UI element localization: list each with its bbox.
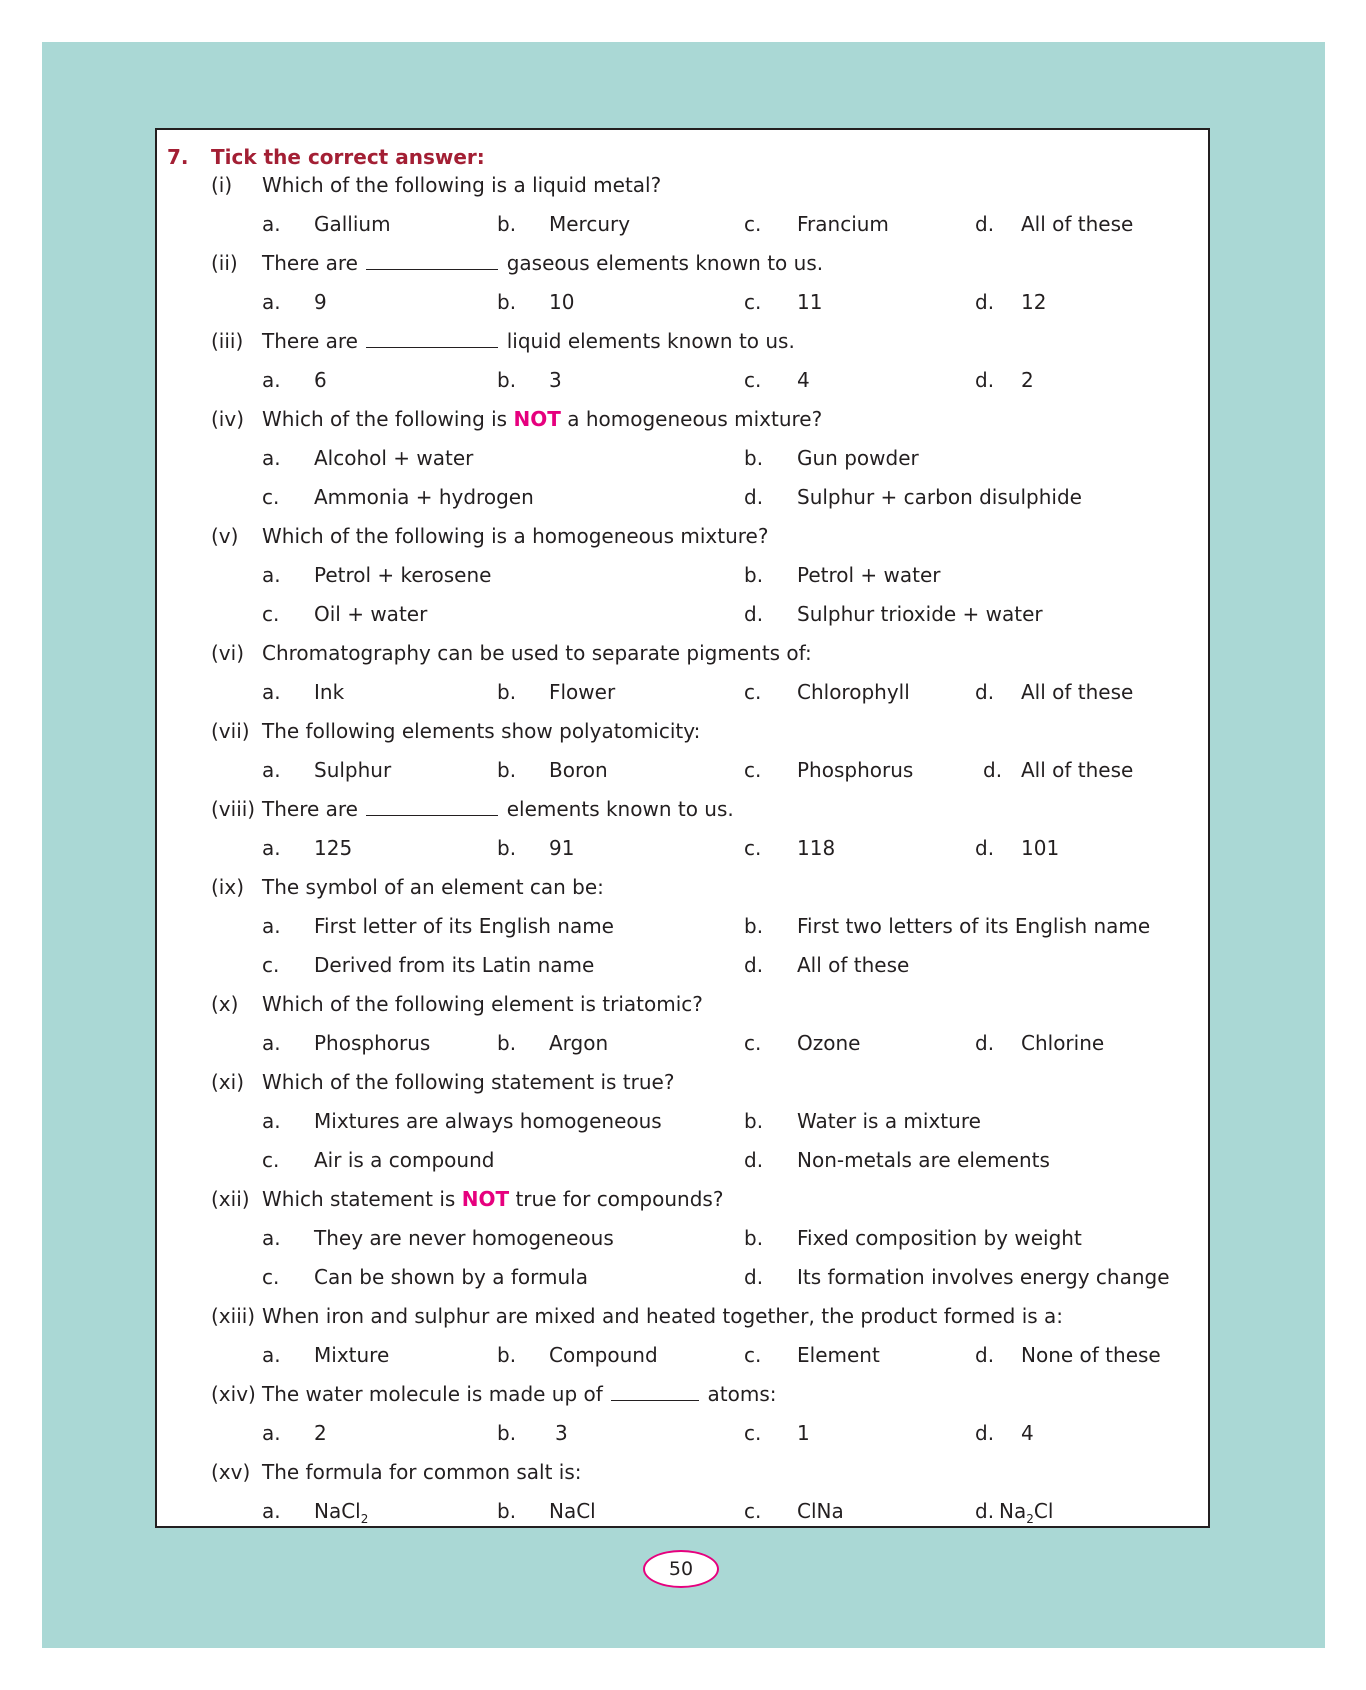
option-a[interactable]: 6 [314, 368, 327, 392]
option-c-letter: c. [744, 1343, 762, 1367]
answer-blank [366, 251, 498, 270]
item-text-pre: There are [262, 251, 358, 275]
answer-blank [366, 797, 498, 816]
option-c-letter: c. [744, 836, 762, 860]
item-text-pre: There are [262, 797, 358, 821]
item-text [262, 324, 795, 358]
option-d-letter: d. [744, 953, 764, 977]
item-number: (xiv) [211, 1382, 256, 1406]
option-b[interactable]: Fixed composition by weight [797, 1226, 1082, 1250]
item-number: (xv) [211, 1460, 251, 1484]
option-c[interactable]: Element [797, 1343, 880, 1367]
option-b-letter: b. [497, 1421, 517, 1445]
item-text [262, 1182, 723, 1216]
item-text-pre: Which statement is [262, 1187, 456, 1211]
option-b-letter: b. [744, 446, 764, 470]
option-d[interactable]: 2 [1021, 368, 1034, 392]
item-text: When iron and sulphur are mixed and heated together, the product formed is a: [262, 1304, 1064, 1328]
option-b-letter: b. [744, 1226, 764, 1250]
option-d-letter: d. [975, 212, 995, 236]
option-c-letter: c. [744, 680, 762, 704]
option-a[interactable]: Sulphur [314, 758, 392, 782]
highlight-not: NOT [461, 1187, 510, 1211]
option-a[interactable]: 2 [314, 1421, 327, 1445]
option-c-letter: c. [744, 212, 762, 236]
option-b-letter: b. [497, 1031, 517, 1055]
option-c[interactable]: Francium [797, 212, 889, 236]
option-c-letter: c. [262, 485, 280, 509]
item-text: Which of the following is a liquid metal? [262, 173, 662, 197]
option-a-letter: a. [262, 212, 281, 236]
option-a-letter: a. [262, 680, 281, 704]
option-b[interactable]: 3 [555, 1421, 568, 1445]
option-d-letter: d. [983, 758, 1003, 782]
option-a[interactable]: Mixture [314, 1343, 390, 1367]
option-b[interactable]: Mercury [549, 212, 631, 236]
item-text: Which of the following statement is true? [262, 1070, 675, 1094]
option-d-letter: d. [975, 1499, 995, 1523]
option-a[interactable]: Gallium [314, 212, 391, 236]
item-text-post: atoms: [707, 1382, 777, 1406]
option-a[interactable] [314, 1494, 368, 1528]
option-d-letter: d. [975, 1031, 995, 1055]
item-text [262, 402, 822, 436]
item-text: Which of the following element is triatomic? [262, 992, 703, 1016]
item-text: The formula for common salt is: [262, 1460, 582, 1484]
option-a[interactable]: Mixtures are always homogeneous [314, 1109, 662, 1133]
item-text: The following elements show polyatomicity: [262, 719, 701, 743]
option-d[interactable]: Chlorine [1021, 1031, 1105, 1055]
option-a-letter: a. [262, 563, 281, 587]
option-b-letter: b. [497, 1499, 517, 1523]
option-a-letter: a. [262, 1343, 281, 1367]
item-number: (v) [211, 524, 239, 548]
item-text-pre: There are [262, 329, 358, 353]
option-c-letter: c. [744, 1499, 762, 1523]
item-number: (x) [211, 992, 239, 1016]
item-text-post: true for compounds? [515, 1187, 724, 1211]
highlight-not: NOT [513, 407, 561, 431]
option-d-letter: d. [744, 1148, 764, 1172]
option-d-letter: d. [975, 1421, 995, 1445]
item-text-post: elements known to us. [506, 797, 734, 821]
option-c-letter: c. [744, 1031, 762, 1055]
question-box [155, 128, 1210, 1528]
option-b-letter: b. [497, 368, 517, 392]
option-b-letter: b. [497, 836, 517, 860]
option-a[interactable]: 9 [314, 290, 327, 314]
option-b-letter: b. [497, 212, 517, 236]
option-b[interactable]: Boron [549, 758, 608, 782]
option-a-letter: a. [262, 836, 281, 860]
page-number: 50 [643, 1550, 719, 1588]
formula-tail: Cl [1033, 1499, 1054, 1523]
question-number: 7. [167, 145, 189, 169]
option-d[interactable]: Its formation involves energy change [797, 1265, 1170, 1289]
option-a[interactable]: Phosphorus [314, 1031, 431, 1055]
formula-subscript: 2 [360, 1512, 369, 1526]
option-d[interactable]: Non-metals are elements [797, 1148, 1050, 1172]
option-a-letter: a. [262, 1226, 281, 1250]
option-c-letter: c. [744, 368, 762, 392]
option-d[interactable] [999, 1494, 1053, 1528]
option-b-letter: b. [497, 758, 517, 782]
item-text [262, 246, 823, 280]
option-d[interactable]: 12 [1021, 290, 1047, 314]
item-text [262, 1377, 777, 1411]
option-b[interactable]: 91 [549, 836, 575, 860]
formula-subscript: 2 [1026, 1512, 1034, 1526]
option-b[interactable]: Petrol + water [797, 563, 941, 587]
item-number: (vii) [211, 719, 250, 743]
item-number: (xiii) [211, 1304, 256, 1328]
option-d[interactable]: None of these [1021, 1343, 1161, 1367]
option-a-letter: a. [262, 1421, 281, 1445]
option-c[interactable]: Chlorophyll [797, 680, 910, 704]
option-b-letter: b. [497, 680, 517, 704]
option-b[interactable]: Compound [549, 1343, 658, 1367]
option-d-letter: d. [975, 1343, 995, 1367]
option-c-letter: c. [262, 602, 280, 626]
item-number: (i) [211, 173, 233, 197]
option-d-letter: d. [975, 290, 995, 314]
option-d[interactable]: Sulphur + carbon disulphide [797, 485, 1082, 509]
option-c[interactable]: 1 [797, 1421, 810, 1445]
option-c-letter: c. [262, 1148, 280, 1172]
option-a-letter: a. [262, 758, 281, 782]
option-d[interactable]: All of these [1021, 758, 1134, 782]
option-d[interactable]: All of these [797, 953, 910, 977]
option-d[interactable]: All of these [1021, 680, 1134, 704]
item-text-pre: Which of the following is [262, 407, 508, 431]
item-number: (xii) [211, 1187, 250, 1211]
option-c[interactable]: Derived from its Latin name [314, 953, 595, 977]
answer-blank [366, 329, 498, 348]
option-b[interactable]: Gun powder [797, 446, 919, 470]
option-c[interactable]: Air is a compound [314, 1148, 495, 1172]
option-d-letter: d. [975, 368, 995, 392]
option-c-letter: c. [744, 1421, 762, 1445]
item-text: Which of the following is a homogeneous mixture? [262, 524, 769, 548]
option-b[interactable]: 3 [549, 368, 562, 392]
option-b[interactable]: Flower [549, 680, 616, 704]
option-a-letter: a. [262, 1031, 281, 1055]
item-number: (viii) [211, 797, 256, 821]
item-text-post: a homogeneous mixture? [567, 407, 823, 431]
option-a[interactable]: First letter of its English name [314, 914, 614, 938]
option-a-letter: a. [262, 1499, 281, 1523]
item-number: (ix) [211, 875, 244, 899]
option-b[interactable]: Argon [549, 1031, 609, 1055]
option-c[interactable]: ClNa [797, 1499, 844, 1523]
option-c[interactable]: 118 [797, 836, 836, 860]
option-a[interactable]: Ink [314, 680, 345, 704]
formula-main: Na [999, 1499, 1027, 1523]
option-a-letter: a. [262, 446, 281, 470]
option-a[interactable]: Alcohol + water [314, 446, 474, 470]
option-d-letter: d. [975, 680, 995, 704]
option-b-letter: b. [744, 914, 764, 938]
option-d[interactable]: 101 [1021, 836, 1060, 860]
option-c-letter: c. [262, 1265, 280, 1289]
answer-blank [611, 1382, 699, 1401]
item-text-pre: The water molecule is made up of [262, 1382, 603, 1406]
option-b-letter: b. [744, 563, 764, 587]
option-c[interactable]: Ozone [797, 1031, 861, 1055]
item-number: (iii) [211, 329, 244, 353]
option-b-letter: b. [497, 1343, 517, 1367]
option-a-letter: a. [262, 1109, 281, 1133]
item-number: (iv) [211, 407, 244, 431]
option-b[interactable]: First two letters of its English name [797, 914, 1151, 938]
option-a-letter: a. [262, 914, 281, 938]
option-c[interactable]: 4 [797, 368, 810, 392]
item-text: The symbol of an element can be: [262, 875, 604, 899]
option-a[interactable]: 125 [314, 836, 353, 860]
formula-main: NaCl [314, 1499, 361, 1523]
item-text: Chromatography can be used to separate pigments of: [262, 641, 812, 665]
option-d[interactable]: All of these [1021, 212, 1134, 236]
item-number: (xi) [211, 1070, 244, 1094]
option-c-letter: c. [744, 290, 762, 314]
option-c[interactable]: Oil + water [314, 602, 428, 626]
item-number: (vi) [211, 641, 244, 665]
option-b[interactable]: 10 [549, 290, 575, 314]
option-d-letter: d. [744, 602, 764, 626]
option-c[interactable]: 11 [797, 290, 823, 314]
item-text-post: liquid elements known to us. [506, 329, 795, 353]
option-b-letter: b. [497, 290, 517, 314]
option-a[interactable]: Petrol + kerosene [314, 563, 492, 587]
question-title: Tick the correct answer: [211, 145, 485, 169]
option-a-letter: a. [262, 368, 281, 392]
option-c-letter: c. [262, 953, 280, 977]
option-a[interactable]: They are never homogeneous [314, 1226, 614, 1250]
option-c-letter: c. [744, 758, 762, 782]
option-d[interactable]: 4 [1021, 1421, 1034, 1445]
option-c[interactable]: Phosphorus [797, 758, 914, 782]
option-c[interactable]: Ammonia + hydrogen [314, 485, 534, 509]
option-d-letter: d. [744, 1265, 764, 1289]
option-d-letter: d. [744, 485, 764, 509]
option-a-letter: a. [262, 290, 281, 314]
option-b-letter: b. [744, 1109, 764, 1133]
item-text-post: gaseous elements known to us. [506, 251, 824, 275]
item-text [262, 792, 734, 826]
option-d-letter: d. [975, 836, 995, 860]
option-b[interactable]: NaCl [549, 1499, 596, 1523]
item-number: (ii) [211, 251, 238, 275]
option-c[interactable]: Can be shown by a formula [314, 1265, 588, 1289]
option-d[interactable]: Sulphur trioxide + water [797, 602, 1043, 626]
option-b[interactable]: Water is a mixture [797, 1109, 981, 1133]
